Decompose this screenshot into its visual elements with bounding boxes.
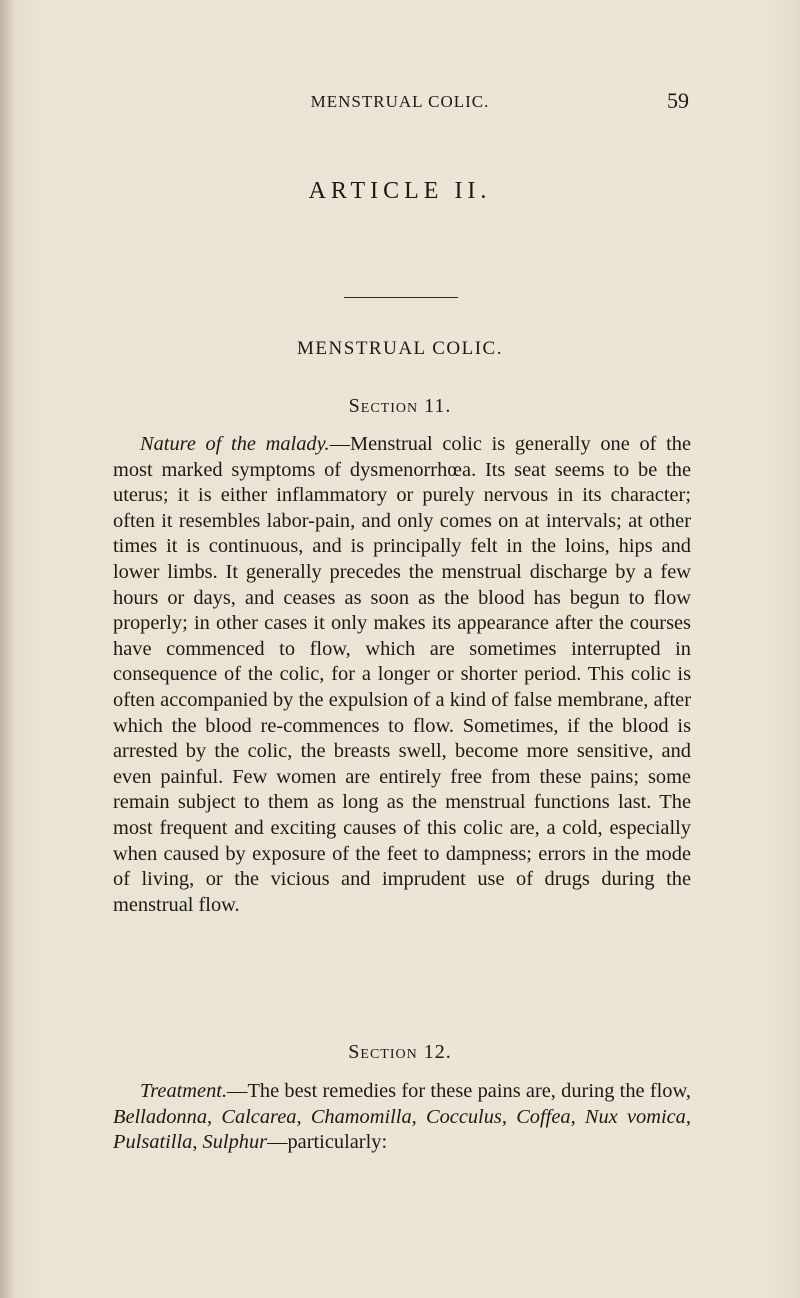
paragraph-body: —The best remedies for these pains are, during the flow,: [227, 1080, 691, 1102]
paragraph-lead: Nature of the malady.: [140, 433, 330, 455]
paragraph-tail: —particularly:: [267, 1131, 388, 1154]
remedy-name: Coffea: [516, 1105, 571, 1128]
running-title: MENSTRUAL COLIC.: [310, 92, 490, 111]
title-divider: [344, 297, 458, 298]
section-paragraph: [113, 432, 691, 918]
running-head: [0, 88, 800, 116]
remedy-name: Pulsatilla: [113, 1131, 193, 1154]
page-number: 59: [667, 88, 689, 113]
remedy-name: Sulphur: [202, 1131, 268, 1154]
paragraph-lead: Treatment.: [140, 1080, 228, 1102]
paragraph-text: [113, 432, 691, 918]
remedy-name: Nux vomica: [584, 1105, 686, 1128]
section-heading: Section 11.: [348, 395, 452, 417]
remedy-name: Belladonna: [113, 1105, 208, 1128]
chapter-title: MENSTRUAL COLIC.: [297, 338, 503, 359]
remedy-name: Chamomilla: [310, 1105, 412, 1128]
paragraph-body: —Menstrual colic is generally one of the most marked symptoms of dysmenorrhœa. Its seat seems to be the uterus; it is either inflammatory or purely nervous in its character; often it resembles labor-pain, and only comes on at intervals; at other times it is continuous, and is principally felt in the loins, hips and lower limbs. It generally precedes the menstrual discharge by a few hours or days, and ceases as soon as the blood has begun to flow properly; in other cases it only makes its appearance after the courses have commenced to flow, which are sometimes interrupted in consequence of the colic, for a longer or shorter period. This colic is often accompanied by the expulsion of a kind of false membrane, after which the blood re-commences to flow. Sometimes, if the blood is arrested by the colic, the breasts swell, become more sensitive, and even painful. Few women are entirely free from these pains; some remain subject to them as long as the menstrual functions last. The most frequent and exciting causes of this colic are, a cold, especially when caused by exposure of the feet to dampness; errors in the mode of living, or the vicious and imprudent use of drugs during the menstrual flow.: [113, 433, 691, 916]
article-title: ARTICLE II.: [308, 178, 492, 204]
paragraph-text: Treatment.—The best remedies for these pains are, during the flow, Belladonna, Calcarea, Chamomilla, Cocculus, Coffea, Nux vomica, Pulsatilla, Sulphur—particularly:: [113, 1080, 691, 1154]
remedy-name: Cocculus: [425, 1105, 502, 1128]
remedy-name: Calcarea: [221, 1105, 297, 1128]
section-heading: Section 12.: [348, 1041, 452, 1063]
section-paragraph: [113, 1079, 691, 1156]
